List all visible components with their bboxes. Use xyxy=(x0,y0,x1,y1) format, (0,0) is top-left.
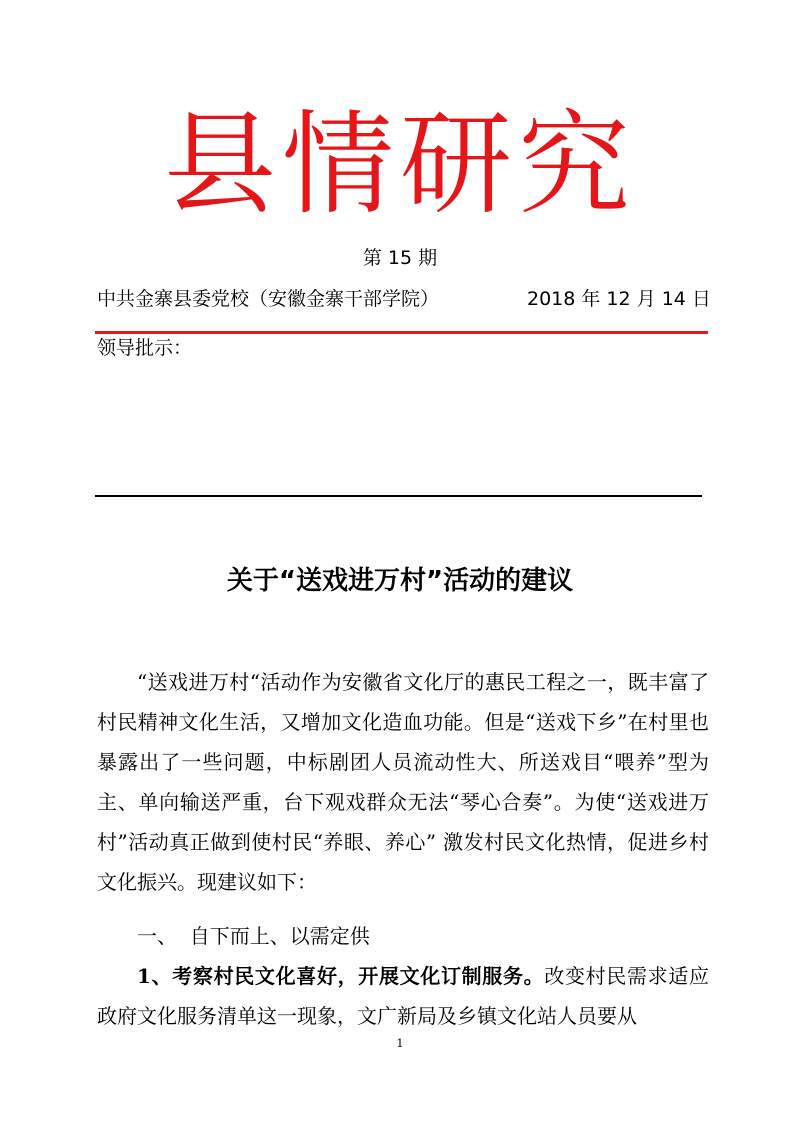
masthead-title: 县情研究 xyxy=(164,100,636,230)
publisher-name: 中共金寨县委党校（安徽金寨干部学院） xyxy=(97,288,440,310)
issue-number: 第 15 期 xyxy=(362,247,438,269)
page-number: 1 xyxy=(396,1037,404,1050)
item-lead-sentence: 1、考察村民文化喜好，开展文化订制服务。 xyxy=(137,964,545,988)
section-heading: 一、 自下而上、以需定供 xyxy=(137,924,370,948)
article-title: 关于“送戏进万村”活动的建议 xyxy=(226,566,574,596)
publication-date: 2018 年 12 月 14 日 xyxy=(527,288,711,310)
approval-section-divider xyxy=(95,495,702,497)
intro-paragraph: “送戏进万村“活动作为安徽省文化厅的惠民工程之一，既丰富了村民精神文化生活，又增加文化造血功能。但是“送戏下乡”在村里也暴露出了一些问题，中标剧团人员流动性大、所送戏目“喂养”型为主、单向输送严重，台下观戏群众无法“琴心合奏”。为使“送戏进万村”活动真正做到使村民“养眼、养心” 激发村民文化热情，促进乡村文化振兴。现建议如下： xyxy=(97,670,709,894)
header-red-divider xyxy=(95,331,708,334)
leader-approval-label: 领导批示： xyxy=(97,337,193,359)
item-body-text: 改变村民需求适应政府文化服务清单这一现象，文广新局及乡镇文化站人员要从 xyxy=(97,964,709,1028)
item-paragraph xyxy=(97,956,709,1036)
